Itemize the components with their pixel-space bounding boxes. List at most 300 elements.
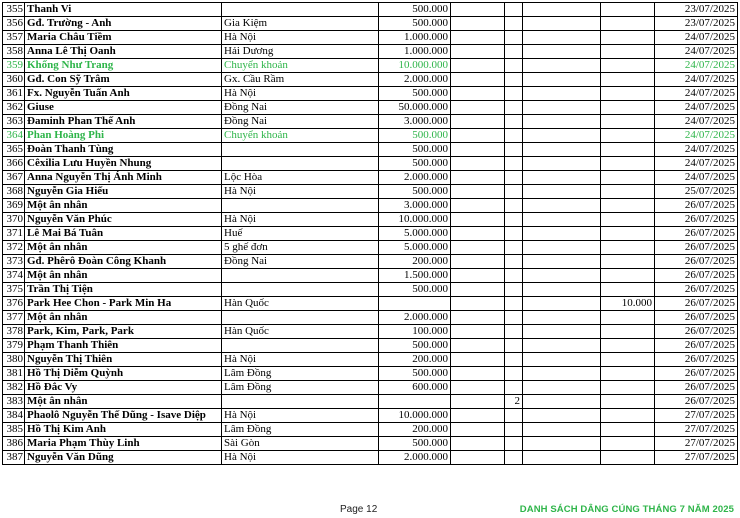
row-number: 362 (3, 101, 25, 115)
donation-date: 24/07/2025 (655, 157, 738, 171)
table-row (3, 45, 738, 59)
row-number: 386 (3, 437, 25, 451)
amount-vnd: 2.000.000 (379, 311, 451, 325)
donation-table (2, 2, 738, 465)
extra-col-4 (601, 381, 655, 395)
donor-address: Chuyển khoản (222, 129, 379, 143)
extra-col-2 (505, 451, 523, 465)
donor-name: Một ân nhân (25, 199, 222, 213)
extra-col-2 (505, 17, 523, 31)
donor-name: Anna Nguyễn Thị Ánh Minh (25, 171, 222, 185)
amount-vnd: 500.000 (379, 283, 451, 297)
extra-col-2 (505, 115, 523, 129)
extra-col-4 (601, 59, 655, 73)
donor-name: Hồ Thị Diễm Quỳnh (25, 367, 222, 381)
extra-col-1 (451, 437, 505, 451)
donor-name: Hồ Thị Kim Anh (25, 423, 222, 437)
amount-vnd: 200.000 (379, 353, 451, 367)
donor-name: Một ân nhân (25, 311, 222, 325)
extra-col-3 (523, 115, 601, 129)
donor-name: Một ân nhân (25, 395, 222, 409)
amount-vnd: 10.000.000 (379, 59, 451, 73)
extra-col-1 (451, 59, 505, 73)
row-number: 384 (3, 409, 25, 423)
table-row (3, 451, 738, 465)
donation-date: 23/07/2025 (655, 17, 738, 31)
extra-col-4 (601, 283, 655, 297)
extra-col-3 (523, 213, 601, 227)
table-row (3, 325, 738, 339)
extra-col-1 (451, 409, 505, 423)
extra-col-3 (523, 437, 601, 451)
extra-col-1 (451, 45, 505, 59)
amount-vnd: 2.000.000 (379, 451, 451, 465)
table-row (3, 339, 738, 353)
table-row (3, 367, 738, 381)
row-number: 387 (3, 451, 25, 465)
row-number: 369 (3, 199, 25, 213)
extra-col-3 (523, 17, 601, 31)
donor-name: Phaolô Nguyễn Thế Dũng - Isave Diệp (25, 409, 222, 423)
table-row (3, 185, 738, 199)
donor-address: Gia Kiệm (222, 17, 379, 31)
extra-col-4 (601, 157, 655, 171)
table-row (3, 129, 738, 143)
extra-col-1 (451, 73, 505, 87)
amount-vnd: 600.000 (379, 381, 451, 395)
amount-vnd: 2.000.000 (379, 73, 451, 87)
extra-col-3 (523, 171, 601, 185)
donor-name: Park Hee Chon - Park Min Ha (25, 297, 222, 311)
donor-address: Sài Gòn (222, 437, 379, 451)
extra-col-2 (505, 367, 523, 381)
extra-col-2 (505, 423, 523, 437)
donor-address: Chuyển khoản (222, 59, 379, 73)
extra-col-1 (451, 367, 505, 381)
donation-date: 24/07/2025 (655, 73, 738, 87)
table-row (3, 409, 738, 423)
extra-col-3 (523, 157, 601, 171)
extra-col-3 (523, 241, 601, 255)
row-number: 372 (3, 241, 25, 255)
extra-col-4 (601, 395, 655, 409)
donor-address: Lâm Đồng (222, 367, 379, 381)
amount-vnd: 2.000.000 (379, 171, 451, 185)
extra-col-4 (601, 325, 655, 339)
extra-col-3 (523, 451, 601, 465)
donor-address (222, 339, 379, 353)
extra-col-3 (523, 269, 601, 283)
donor-address (222, 395, 379, 409)
extra-col-2 (505, 283, 523, 297)
extra-col-2 (505, 59, 523, 73)
extra-col-1 (451, 395, 505, 409)
extra-col-2 (505, 339, 523, 353)
table-row (3, 73, 738, 87)
amount-vnd: 500.000 (379, 185, 451, 199)
extra-col-3 (523, 311, 601, 325)
extra-col-4 (601, 45, 655, 59)
extra-col-3 (523, 339, 601, 353)
donor-name: Nguyễn Văn Dũng (25, 451, 222, 465)
donor-name: Hồ Đắc Vy (25, 381, 222, 395)
donation-date: 24/07/2025 (655, 143, 738, 157)
extra-col-4 (601, 339, 655, 353)
row-number: 357 (3, 31, 25, 45)
donor-address (222, 269, 379, 283)
extra-col-2 (505, 269, 523, 283)
extra-col-1 (451, 185, 505, 199)
donation-date: 26/07/2025 (655, 395, 738, 409)
extra-col-1 (451, 325, 505, 339)
donor-address: Lâm Đồng (222, 423, 379, 437)
extra-col-1 (451, 157, 505, 171)
extra-col-2 (505, 409, 523, 423)
donation-date: 23/07/2025 (655, 3, 738, 17)
donation-date: 26/07/2025 (655, 241, 738, 255)
donor-address: Lâm Đồng (222, 381, 379, 395)
donation-date: 24/07/2025 (655, 59, 738, 73)
extra-col-4 (601, 409, 655, 423)
donor-name: Gđ. Con Sỹ Trâm (25, 73, 222, 87)
row-number: 376 (3, 297, 25, 311)
donor-name: Cêxilia Lưu Huyền Nhung (25, 157, 222, 171)
donor-address (222, 3, 379, 17)
amount-vnd: 500.000 (379, 129, 451, 143)
donation-date: 26/07/2025 (655, 269, 738, 283)
extra-col-1 (451, 115, 505, 129)
donor-name: Fx. Nguyễn Tuấn Anh (25, 87, 222, 101)
extra-col-1 (451, 3, 505, 17)
amount-vnd: 10.000.000 (379, 409, 451, 423)
amount-vnd (379, 395, 451, 409)
row-number: 363 (3, 115, 25, 129)
extra-col-4 (601, 437, 655, 451)
amount-vnd: 500.000 (379, 339, 451, 353)
table-row (3, 3, 738, 17)
extra-col-2 (505, 311, 523, 325)
extra-col-2 (505, 101, 523, 115)
extra-col-2 (505, 213, 523, 227)
extra-col-2 (505, 157, 523, 171)
donor-address: Đồng Nai (222, 101, 379, 115)
extra-col-1 (451, 269, 505, 283)
table-row (3, 437, 738, 451)
extra-col-2 (505, 353, 523, 367)
donor-name: Nguyễn Văn Phúc (25, 213, 222, 227)
donor-name: Phan Hoàng Phi (25, 129, 222, 143)
extra-col-3 (523, 283, 601, 297)
donation-date: 26/07/2025 (655, 325, 738, 339)
row-number: 365 (3, 143, 25, 157)
extra-col-3 (523, 367, 601, 381)
extra-col-1 (451, 297, 505, 311)
donation-date: 26/07/2025 (655, 255, 738, 269)
extra-col-3 (523, 297, 601, 311)
table-row (3, 87, 738, 101)
extra-col-1 (451, 31, 505, 45)
row-number: 367 (3, 171, 25, 185)
extra-col-4 (601, 17, 655, 31)
extra-col-4 (601, 451, 655, 465)
amount-vnd: 200.000 (379, 423, 451, 437)
row-number: 359 (3, 59, 25, 73)
donation-date: 26/07/2025 (655, 227, 738, 241)
donor-name: Khổng Như Trang (25, 59, 222, 73)
donor-name: Maria Châu Tiềm (25, 31, 222, 45)
table-row (3, 171, 738, 185)
donor-name: Lê Mai Bá Tuân (25, 227, 222, 241)
row-number: 364 (3, 129, 25, 143)
extra-col-2 (505, 87, 523, 101)
donation-date: 27/07/2025 (655, 437, 738, 451)
extra-col-3 (523, 395, 601, 409)
amount-vnd: 100.000 (379, 325, 451, 339)
document-title: DANH SÁCH DÂNG CÚNG THÁNG 7 NĂM 2025 (519, 504, 734, 515)
extra-col-1 (451, 129, 505, 143)
extra-col-2 (505, 297, 523, 311)
row-number: 358 (3, 45, 25, 59)
extra-col-4 (601, 87, 655, 101)
donor-address: Hà Nội (222, 213, 379, 227)
row-number: 368 (3, 185, 25, 199)
extra-col-4 (601, 115, 655, 129)
donor-address: Hà Nội (222, 353, 379, 367)
amount-vnd: 1.500.000 (379, 269, 451, 283)
extra-col-4 (601, 31, 655, 45)
row-number: 371 (3, 227, 25, 241)
extra-col-3 (523, 31, 601, 45)
extra-col-2 (505, 255, 523, 269)
extra-col-4 (601, 101, 655, 115)
extra-col-2 (505, 227, 523, 241)
table-row (3, 115, 738, 129)
extra-col-2 (505, 31, 523, 45)
extra-col-2 (505, 45, 523, 59)
row-number: 382 (3, 381, 25, 395)
extra-col-3 (523, 353, 601, 367)
extra-col-2: 2 (505, 395, 523, 409)
extra-col-2 (505, 437, 523, 451)
amount-vnd: 500.000 (379, 367, 451, 381)
table-row (3, 59, 738, 73)
donor-name: Park, Kim, Park, Park (25, 325, 222, 339)
row-number: 361 (3, 87, 25, 101)
row-number: 374 (3, 269, 25, 283)
donor-address: Hàn Quốc (222, 325, 379, 339)
donation-date: 26/07/2025 (655, 213, 738, 227)
table-row (3, 353, 738, 367)
table-row (3, 31, 738, 45)
extra-col-3 (523, 143, 601, 157)
donor-address: Hàn Quốc (222, 297, 379, 311)
row-number: 375 (3, 283, 25, 297)
row-number: 380 (3, 353, 25, 367)
amount-vnd: 10.000.000 (379, 213, 451, 227)
amount-vnd: 500.000 (379, 157, 451, 171)
extra-col-3 (523, 45, 601, 59)
donation-date: 27/07/2025 (655, 423, 738, 437)
extra-col-3 (523, 325, 601, 339)
extra-col-3 (523, 185, 601, 199)
donation-date: 24/07/2025 (655, 45, 738, 59)
donation-date: 26/07/2025 (655, 339, 738, 353)
extra-col-4 (601, 185, 655, 199)
extra-col-3 (523, 423, 601, 437)
donor-address: Hà Nội (222, 409, 379, 423)
extra-col-2 (505, 199, 523, 213)
extra-col-4 (601, 423, 655, 437)
extra-col-4 (601, 3, 655, 17)
extra-col-4 (601, 73, 655, 87)
extra-col-1 (451, 143, 505, 157)
amount-vnd: 1.000.000 (379, 45, 451, 59)
extra-col-1 (451, 283, 505, 297)
donor-name: Đaminh Phan Thế Anh (25, 115, 222, 129)
donor-name: Phạm Thanh Thiên (25, 339, 222, 353)
extra-col-2 (505, 143, 523, 157)
donor-address (222, 143, 379, 157)
extra-col-1 (451, 339, 505, 353)
donation-date: 26/07/2025 (655, 297, 738, 311)
amount-vnd: 3.000.000 (379, 199, 451, 213)
donation-table-body (3, 3, 738, 465)
row-number: 373 (3, 255, 25, 269)
extra-col-2 (505, 73, 523, 87)
extra-col-4 (601, 269, 655, 283)
donation-date: 27/07/2025 (655, 451, 738, 465)
extra-col-1 (451, 87, 505, 101)
table-row (3, 311, 738, 325)
donor-address: Hải Dương (222, 45, 379, 59)
donor-address: Hà Nội (222, 87, 379, 101)
donor-address: Hà Nội (222, 185, 379, 199)
extra-col-3 (523, 381, 601, 395)
extra-col-1 (451, 381, 505, 395)
donor-address: Hà Nội (222, 31, 379, 45)
donor-address: Đồng Nai (222, 255, 379, 269)
extra-col-1 (451, 311, 505, 325)
donor-address (222, 311, 379, 325)
extra-col-4 (601, 199, 655, 213)
extra-col-4 (601, 143, 655, 157)
row-number: 385 (3, 423, 25, 437)
donor-address (222, 283, 379, 297)
donor-name: Maria Phạm Thùy Linh (25, 437, 222, 451)
extra-col-4 (601, 171, 655, 185)
donation-date: 24/07/2025 (655, 129, 738, 143)
donor-address: Đồng Nai (222, 115, 379, 129)
extra-col-3 (523, 101, 601, 115)
amount-vnd: 50.000.000 (379, 101, 451, 115)
donor-name: Anna Lê Thị Oanh (25, 45, 222, 59)
donation-date: 26/07/2025 (655, 283, 738, 297)
extra-col-1 (451, 171, 505, 185)
extra-col-1 (451, 199, 505, 213)
donor-address: 5 ghế đơn (222, 241, 379, 255)
donor-address: Hà Nội (222, 451, 379, 465)
extra-col-2 (505, 171, 523, 185)
row-number: 377 (3, 311, 25, 325)
table-row (3, 255, 738, 269)
amount-vnd (379, 297, 451, 311)
table-row (3, 395, 738, 409)
table-row (3, 241, 738, 255)
table-row (3, 157, 738, 171)
row-number: 355 (3, 3, 25, 17)
extra-col-4 (601, 213, 655, 227)
extra-col-2 (505, 129, 523, 143)
table-row (3, 213, 738, 227)
donation-date: 24/07/2025 (655, 171, 738, 185)
donation-date: 24/07/2025 (655, 101, 738, 115)
donation-date: 24/07/2025 (655, 31, 738, 45)
extra-col-3 (523, 87, 601, 101)
donor-name: Gđ. Phêrô Đoàn Công Khanh (25, 255, 222, 269)
donation-date: 27/07/2025 (655, 409, 738, 423)
table-row (3, 381, 738, 395)
extra-col-1 (451, 255, 505, 269)
donor-name: Nguyễn Thị Thiên (25, 353, 222, 367)
table-row (3, 269, 738, 283)
row-number: 379 (3, 339, 25, 353)
extra-col-4 (601, 255, 655, 269)
donor-address: Lộc Hòa (222, 171, 379, 185)
amount-vnd: 1.000.000 (379, 31, 451, 45)
extra-col-1 (451, 353, 505, 367)
amount-vnd: 3.000.000 (379, 115, 451, 129)
amount-vnd: 500.000 (379, 17, 451, 31)
table-row (3, 297, 738, 311)
extra-col-3 (523, 59, 601, 73)
row-number: 381 (3, 367, 25, 381)
donor-address: Huế (222, 227, 379, 241)
donation-date: 26/07/2025 (655, 353, 738, 367)
table-row (3, 283, 738, 297)
extra-col-3 (523, 255, 601, 269)
row-number: 383 (3, 395, 25, 409)
extra-col-4 (601, 241, 655, 255)
extra-col-3 (523, 73, 601, 87)
donor-name: Một ân nhân (25, 241, 222, 255)
donation-date: 26/07/2025 (655, 199, 738, 213)
extra-col-1 (451, 101, 505, 115)
donor-name: Nguyễn Gia Hiếu (25, 185, 222, 199)
donation-date: 24/07/2025 (655, 115, 738, 129)
amount-vnd: 500.000 (379, 3, 451, 17)
extra-col-2 (505, 381, 523, 395)
extra-col-3 (523, 3, 601, 17)
row-number: 360 (3, 73, 25, 87)
amount-vnd: 200.000 (379, 255, 451, 269)
donor-address (222, 157, 379, 171)
donor-name: Giuse (25, 101, 222, 115)
extra-col-2 (505, 185, 523, 199)
table-row (3, 423, 738, 437)
extra-col-3 (523, 227, 601, 241)
extra-col-1 (451, 241, 505, 255)
extra-col-1 (451, 451, 505, 465)
table-row (3, 143, 738, 157)
extra-col-1 (451, 227, 505, 241)
donation-date: 26/07/2025 (655, 311, 738, 325)
table-row (3, 101, 738, 115)
donation-date: 26/07/2025 (655, 367, 738, 381)
donation-date: 26/07/2025 (655, 381, 738, 395)
donor-name: Thanh Vi (25, 3, 222, 17)
amount-vnd: 500.000 (379, 143, 451, 157)
extra-col-3 (523, 409, 601, 423)
